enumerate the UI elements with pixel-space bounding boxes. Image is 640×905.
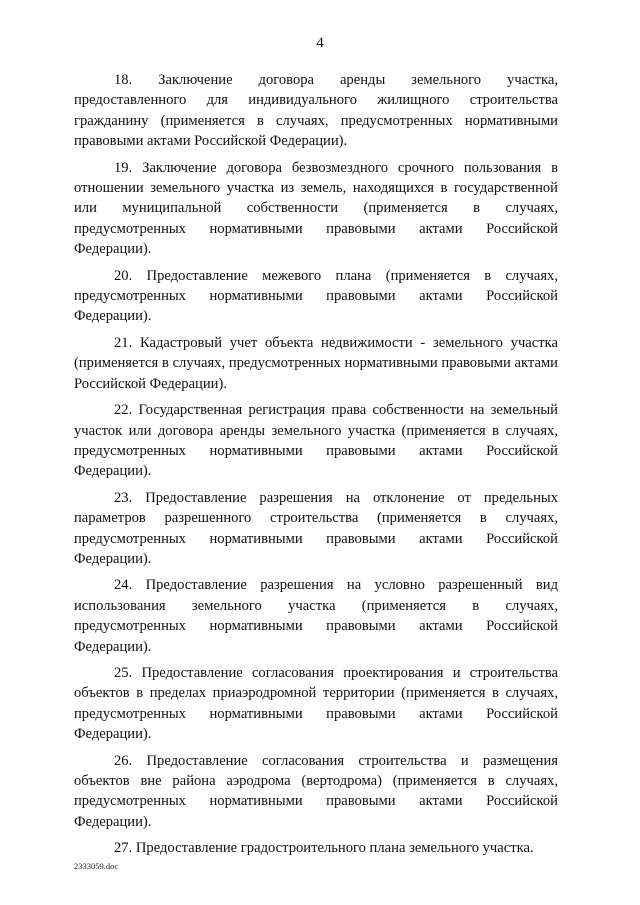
list-item-23: 23. Предоставление разрешения на отклонение от предельных параметров разрешенного строительства (применяется в случаях, предусмотренных нормативными правовыми актами Российской Федерации). bbox=[74, 489, 558, 567]
list-item-25: 25. Предоставление согласования проектирования и строительства объектов в пределах приаэродромной территории (применяется в случаях, предусмотренных нормативными правовыми актами Российской Федерации). bbox=[74, 664, 558, 743]
list-item-20: 20. Предоставление межевого плана (применяется в случаях, предусмотренных нормативными правовыми актами Российской Федерации). bbox=[74, 267, 558, 325]
list-item-24: 24. Предоставление разрешения на условно разрешенный вид использования земельного участка (применяется в случаях, предусмотренных нормативными правовыми актами Российской Федерации). bbox=[74, 577, 558, 655]
list-item-21: 21. Кадастровый учет объекта недвижимости - земельного участка (применяется в случаях, предусмотренных нормативными правовыми актами Российской Федерации). bbox=[74, 334, 558, 392]
list-item-19: 19. Заключение договора безвозмездного срочного пользования в отношении земельного участка из земель, находящихся в государственной или муниципальной собственности (применяется в случаях, предусмотренных нормативными правовыми актами Российской Федерации). bbox=[74, 159, 558, 258]
footer-filename: 2333059.doc bbox=[74, 861, 119, 871]
list-item-26: 26. Предоставление согласования строительства и размещения объектов вне района аэродрома (вертодрома) (применяется в случаях, предусмотренных нормативными правовыми актами Российской Федерации). bbox=[74, 752, 558, 830]
list-item-27: 27. Предоставление градостроительного плана земельного участка. bbox=[114, 840, 534, 857]
list-item-18: 18. Заключение договора аренды земельного участка, предоставленного для индивидуального жилищного строительства гражданину (применяется в случаях, предусмотренных нормативными правовыми актами Российской Федерации). bbox=[74, 72, 558, 150]
list-item-22: 22. Государственная регистрация права собственности на земельный участок или договора аренды земельного участка (применяется в случаях, предусмотренных нормативными правовыми актами Российской Федерации). bbox=[74, 402, 558, 480]
page-number: 4 bbox=[316, 35, 324, 51]
document-body bbox=[74, 70, 558, 865]
